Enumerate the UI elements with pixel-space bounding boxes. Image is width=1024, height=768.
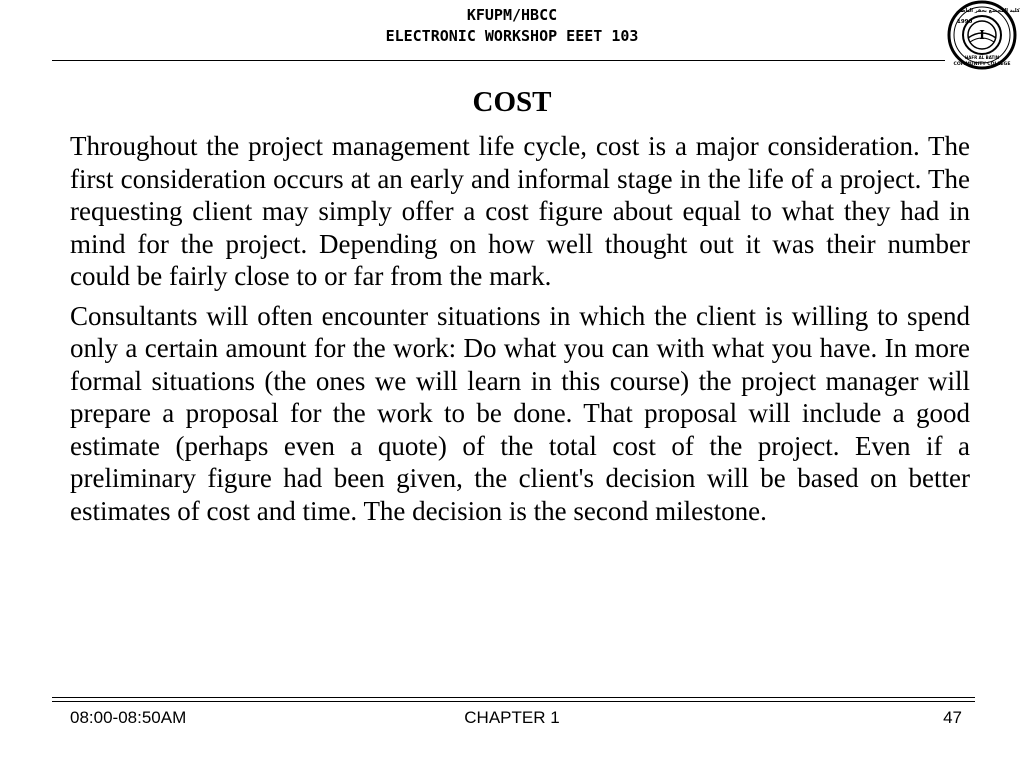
- slide-body: [70, 130, 970, 534]
- body-paragraph-1: Throughout the project management life cycle, cost is a major consideration. The first consideration occurs at an early and informal stage in the life of a project. The requesting client may simply offer a cost figure about equal to what they had in mind for the project. Depending on how well thought out it was their number could be fairly close to or far from the mark.: [70, 131, 970, 291]
- footer-time: 08:00-08:50AM: [70, 708, 187, 727]
- seal-top-text: HAFR AL BATIN: [964, 55, 1000, 60]
- seal-center-letter: I: [979, 28, 985, 42]
- seal-year: 1990: [957, 19, 973, 25]
- seal-bottom-text: COMMUNITY COLLEGE: [953, 62, 1011, 67]
- footer-rule-top: [52, 697, 975, 698]
- body-paragraph-2: Consultants will often encounter situations in which the client is willing to spend only a certain amount for the work: Do what you can with what you have. In more formal situations (the ones we will learn in this course) the project manager will prepare a proposal for the work to be done. That proposal will include a good estimate (perhaps even a quote) of the total cost of the project. Even if a preliminary figure had been given, the client's decision will be based on better estimates of cost and time. The decision is the second milestone.: [70, 300, 970, 526]
- college-seal-icon: [944, 0, 1024, 74]
- slide-title: COST: [472, 86, 552, 118]
- seal-arabic-text: كلية المجتمع بحفر الباطن: [956, 8, 1020, 14]
- footer-rule-bottom: [52, 701, 975, 702]
- footer-chapter: CHAPTER 1: [464, 708, 560, 727]
- header-rule: [52, 60, 945, 61]
- header-title-line1: KFUPM/HBCC: [466, 6, 558, 24]
- header-title-line2: ELECTRONIC WORKSHOP EEET 103: [385, 27, 639, 45]
- footer-page-number: 47: [943, 708, 962, 727]
